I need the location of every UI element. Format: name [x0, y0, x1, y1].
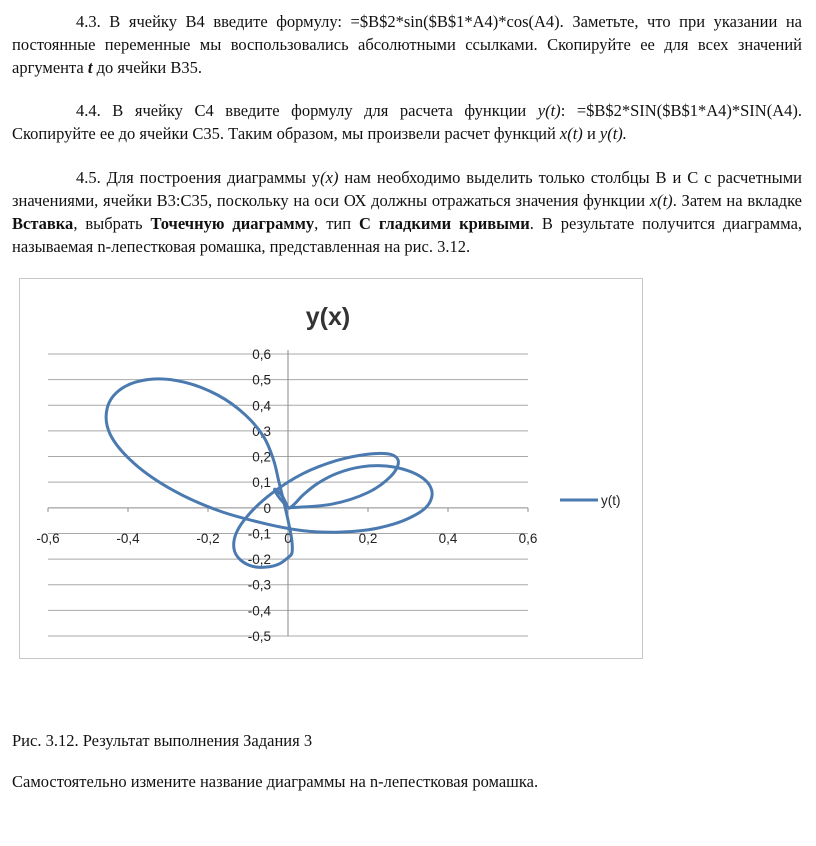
task-text: Самостоятельно измените название диаграммы на n-лепестковая ромашка.	[12, 772, 539, 791]
y-tick-label: 0,1	[252, 475, 271, 491]
y-tick-label: 0,4	[252, 398, 271, 414]
p3-func-x: x(t)	[649, 191, 673, 210]
chart-frame	[19, 278, 643, 659]
x-tick-label: -0,4	[116, 530, 140, 546]
y-tick-label: 0	[263, 500, 271, 516]
p2-text-e: и	[582, 124, 600, 143]
paragraph-4-4	[12, 99, 802, 145]
p1-text-c: до ячейки В35.	[92, 58, 202, 77]
y-tick-label: 0,3	[252, 423, 271, 439]
x-tick-label: 0,6	[518, 530, 538, 546]
p2-func-y2: y(t).	[599, 124, 627, 143]
p1-var-t: t	[87, 58, 93, 77]
paragraph-4-3	[12, 10, 802, 79]
y-tick-label: 0,5	[252, 372, 271, 388]
x-tick-label: -0,6	[36, 530, 60, 546]
x-tick-label: -0,2	[196, 530, 220, 546]
y-tick-label: -0,2	[247, 552, 271, 568]
x-tick-label: 0,4	[438, 530, 458, 546]
x-tick-label: 0	[284, 530, 292, 546]
p3-scatter-chart: Точечную диаграмму	[150, 214, 315, 233]
p3-smooth-curves: С гладкими кривыми	[359, 214, 530, 233]
x-tick-label: 0,2	[358, 530, 378, 546]
scatter-chart	[20, 279, 642, 658]
p3-text-k: . В результате получится диаграмма, называемая n-лепестковая ромашка, представленная на рис. 3.12.	[12, 214, 803, 256]
p3-text-e: . Затем на вкладке	[672, 191, 803, 210]
p3-text-i: , тип	[314, 214, 360, 233]
p3-text-g: , выбрать	[73, 214, 151, 233]
paragraph-4-5	[12, 166, 802, 258]
p3-arg-x: (x)	[320, 168, 339, 187]
y-tick-label: -0,4	[247, 603, 271, 619]
y-tick-label: 0,2	[252, 449, 271, 465]
y-tick-label: -0,5	[247, 629, 271, 644]
p2-text-a: 4.4. В ячейку С4 введите формулу для расчета функции	[76, 101, 538, 120]
y-tick-label: -0,1	[247, 526, 271, 542]
p3-insert-tab: Вставка	[12, 214, 74, 233]
legend-label: y(t)	[601, 493, 621, 508]
figure-caption: Рис. 3.12. Результат выполнения Задания 3	[12, 731, 313, 750]
p2-text-c: : =$B$2*SIN($B$1*A4)*SIN(A4). Скопируйте ее до ячейки С35. Таким образом, мы произвели расчет функций	[12, 101, 802, 143]
chart-legend	[560, 493, 621, 508]
p1-text-a: 4.3. В ячейку В4 введите формулу: =$B$2*sin($B$1*A4)*cos(A4). Заметьте, что при указании на постоянные переменные мы воспользовались абсолютными ссылками. Скопируйте ее для всех значений аргумента	[12, 12, 802, 77]
p3-text-c: нам необходимо выделить только столбцы B и C с расчетными значениями, ячейки В3:С35, поскольку на оси ОХ должны отражаться значения функции	[12, 168, 802, 210]
y-tick-label: 0,6	[252, 347, 271, 362]
p2-func-x: x(t)	[559, 124, 583, 143]
y-tick-label: -0,3	[247, 577, 271, 593]
p3-text-a: 4.5. Для построения диаграммы у	[76, 168, 321, 187]
chart-title: y(x)	[305, 303, 351, 331]
p2-func-y: y(t)	[537, 101, 561, 120]
